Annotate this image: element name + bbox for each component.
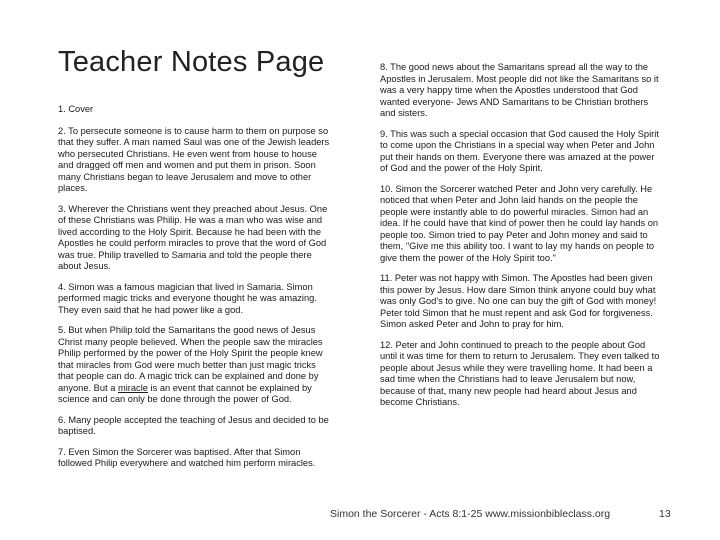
- note-5: [58, 325, 330, 406]
- note-7: 7. Even Simon the Sorcerer was baptised. After that Simon followed Philip everywhere and watched him perform miracles.: [58, 446, 316, 468]
- page-title: Teacher Notes Page: [58, 46, 325, 78]
- note-6: 6. Many people accepted the teaching of Jesus and decided to be baptised.: [58, 414, 329, 436]
- note-3: 3. Wherever the Christians went they preached about Jesus. One of these Christians was Philip. He was a man who was wise and lived according to the Holy Spirit. Because he had been with the Apostles he could perform miracles to prove that the word of God was true. Philip travelled to Samaria and told the people there about Jesus.: [58, 203, 328, 271]
- note-1: 1. Cover: [58, 104, 94, 114]
- note-2: 2. To persecute someone is to cause harm to them on purpose so that they suffer. A man named Saul was one of the Jewish leaders who persecuted Christians. He even went from house to house and dragged off men and women and put them in prison. Soon many Christians began to leave Jerusalem and move to other places.: [58, 125, 330, 193]
- page-footer: Simon the Sorcerer - Acts 8:1-25 www.missionbibleclass.org: [330, 508, 611, 520]
- page-number: 13: [659, 508, 671, 520]
- note-10: 10. Simon the Sorcerer watched Peter and John very carefully. He noticed that when Peter and John laid hands on the people the people were instantly able to do powerful miracles. Simon had an idea. If he could have that kind of power then he could lay hands on people too. Simon tried to pay Peter and John money and said to them, "Give me this ability too. I want to lay my hands on people to give them the power of the Holy Spirit too.": [380, 183, 659, 263]
- note-5-text-after: is an event that cannot be explained by science and can only be done through the power of God.: [58, 382, 312, 404]
- right-notes-column: [380, 62, 660, 418]
- left-notes-column: [58, 104, 330, 479]
- note-11: 11. Peter was not happy with Simon. The Apostles had been given this power by Jesus. How dare Simon think anyone could buy what was only God's to give. No one can buy the gift of God with money! Peter told Simon that he must repent and ask God for forgiveness. Simon asked Peter and John to pray for him.: [380, 273, 657, 329]
- note-8: 8. The good news about the Samaritans spread all the way to the Apostles in Jerusalem. Most people did not like the Samaritans so it was a very happy time when the Apostles understood that God wanted everyone- Jews AND Samaritans to be Christian brothers and sisters.: [380, 62, 659, 118]
- note-4: 4. Simon was a famous magician that lived in Samaria. Simon performed magic tricks and everyone thought he was amazing. They even said that he had power like a god.: [58, 281, 317, 315]
- note-5-underlined-word: miracle: [117, 382, 148, 393]
- note-9: 9. This was such a special occasion that God caused the Holy Spirit to come upon the Christians in a special way when Peter and John put their hands on them. Everyone there was amazed at the power of God and the power of the Holy Spirit.: [380, 128, 659, 173]
- note-5-text-before: 5. But when Philip told the Samaritans the good news of Jesus Christ many people believed. When the people saw the miracles Philip performed by the power of the Holy Spirit the people knew that miracles from God were much better than just magic tricks that people can do. A magic trick can be explained and done by anyone. But a: [58, 325, 323, 393]
- note-12: 12. Peter and John continued to preach to the people about God until it was time for them to return to Jerusalem. They even talked to people about Jesus while they were travelling home. It had been a sad time when the Christians had to leave Jerusalem but now, because of that, many new people had heard about Jesus and become Christians.: [380, 339, 660, 407]
